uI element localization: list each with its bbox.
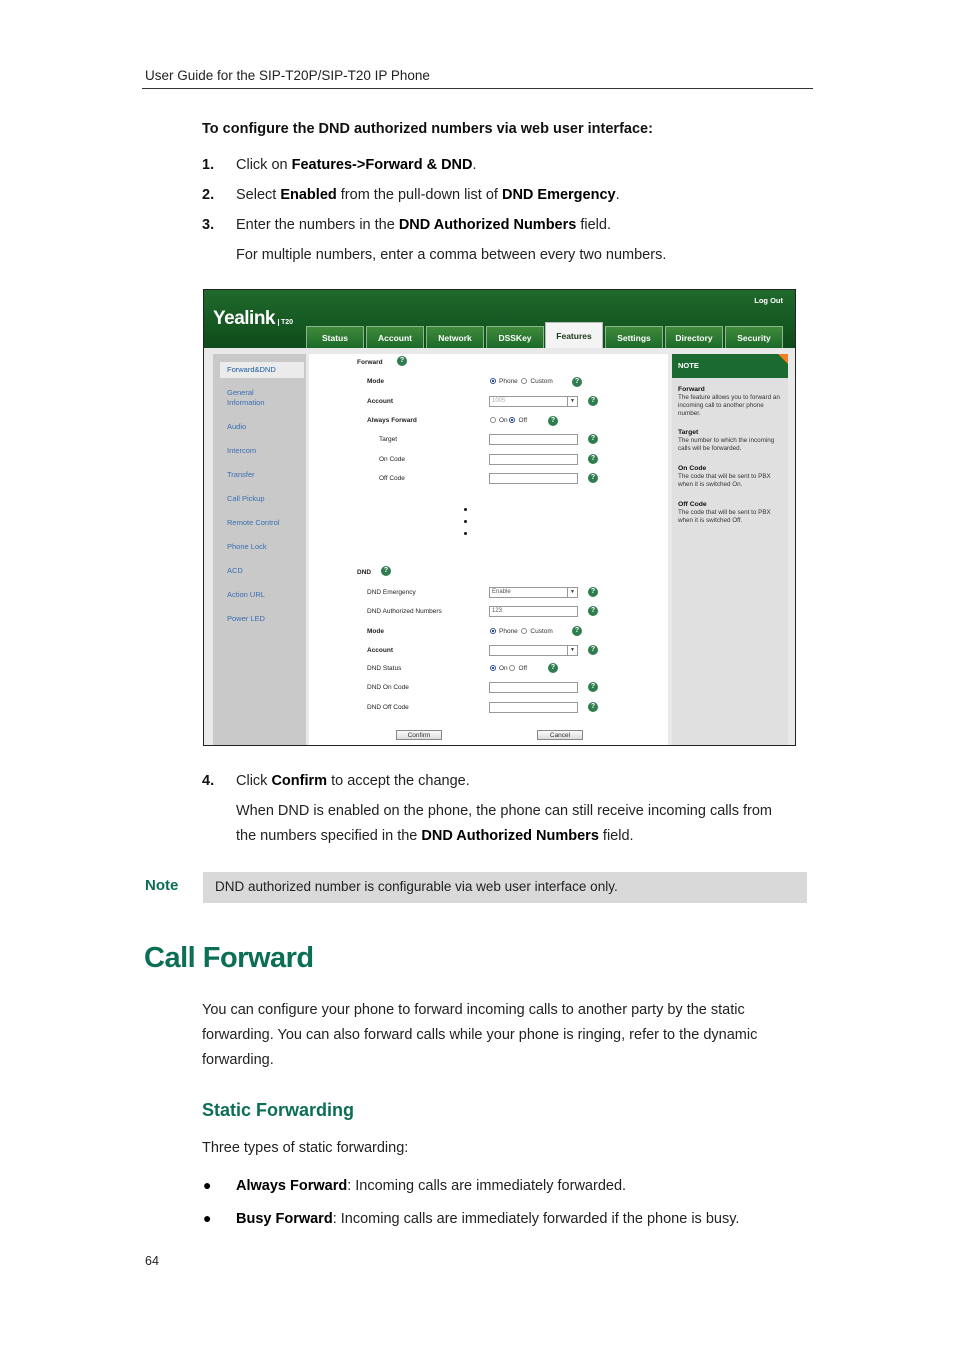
- dnd-on-code-label: DND On Code: [367, 684, 409, 691]
- dnd-account-label: Account: [367, 647, 393, 654]
- target-input[interactable]: [489, 434, 578, 445]
- mode-radio-group: Phone Custom: [490, 378, 553, 385]
- cancel-button[interactable]: Cancel: [537, 730, 583, 740]
- bullet-item: Always Forward: Incoming calls are immediately forwarded.: [236, 1178, 627, 1194]
- on-code-label: On Code: [379, 456, 406, 463]
- note-label: Note: [145, 877, 179, 894]
- help-icon[interactable]: ?: [588, 473, 598, 483]
- always-forward-radio-group: On Off: [490, 417, 527, 424]
- step-text: Enter the numbers in the DND Authorized Numbers field.: [236, 217, 611, 233]
- help-icon[interactable]: ?: [548, 416, 558, 426]
- sidebar-item-general-information[interactable]: General Information: [227, 388, 265, 407]
- settings-form: [309, 354, 668, 746]
- sidebar-item-forward-dnd[interactable]: Forward&DND: [220, 362, 304, 378]
- sidebar-item-audio[interactable]: Audio: [227, 422, 247, 431]
- radio-phone[interactable]: [490, 378, 496, 384]
- dnd-off-code-label: DND Off Code: [367, 704, 409, 711]
- account-select[interactable]: 1005 ▼: [489, 396, 578, 407]
- web-ui-screenshot: [203, 289, 796, 746]
- dnd-account-select[interactable]: ▼: [489, 645, 578, 656]
- dnd-on-code-input[interactable]: [489, 682, 578, 693]
- sidebar-item-power-led[interactable]: Power LED: [227, 614, 265, 623]
- radio-off[interactable]: [509, 665, 515, 671]
- sidebar: [213, 354, 306, 746]
- help-icon[interactable]: ?: [381, 566, 391, 576]
- help-icon[interactable]: ?: [588, 454, 598, 464]
- tab-features[interactable]: Features: [545, 322, 603, 349]
- note-text: DND authorized number is configurable via web user interface only.: [215, 879, 618, 894]
- dnd-status-label: DND Status: [367, 665, 402, 672]
- tab-network[interactable]: Network: [426, 326, 484, 348]
- tab-settings[interactable]: Settings: [605, 326, 663, 348]
- dnd-emergency-select[interactable]: Enable ▼: [489, 587, 578, 598]
- tab-account[interactable]: Account: [366, 326, 424, 348]
- note-item-title: Off Code: [678, 501, 707, 508]
- note-item-body: The number to which the incoming calls will be forwarded.: [678, 437, 775, 452]
- bullet-dot-icon: ●: [203, 1177, 212, 1193]
- sidebar-item-remote-control[interactable]: Remote Control: [227, 518, 280, 527]
- help-icon[interactable]: ?: [588, 434, 598, 444]
- note-item-title: Target: [678, 429, 699, 436]
- note-item-title: Forward: [678, 386, 705, 393]
- sidebar-item-intercom[interactable]: Intercom: [227, 446, 257, 455]
- yealink-logo: Yealink: [213, 308, 275, 329]
- sidebar-item-action-url[interactable]: Action URL: [227, 590, 265, 599]
- help-icon[interactable]: ?: [588, 587, 598, 597]
- help-icon[interactable]: ?: [572, 626, 582, 636]
- off-code-label: Off Code: [379, 475, 405, 482]
- step-text: Click on Features->Forward & DND.: [236, 157, 477, 173]
- procedure-title: To configure the DND authorized numbers via web user interface:: [202, 121, 653, 137]
- confirm-button[interactable]: Confirm: [396, 730, 442, 740]
- step-number: 4.: [202, 773, 215, 789]
- account-label: Account: [367, 398, 393, 405]
- help-icon[interactable]: ?: [588, 682, 598, 692]
- note-item-body: The code that will be sent to PBX when it is switched On.: [678, 473, 771, 488]
- section-heading: Call Forward: [144, 942, 314, 974]
- tab-security[interactable]: Security: [725, 326, 783, 348]
- sidebar-item-acd[interactable]: ACD: [227, 566, 243, 575]
- on-code-input[interactable]: [489, 454, 578, 465]
- web-ui-body: [204, 348, 795, 746]
- note-item-body: The code that will be sent to PBX when it is switched Off.: [678, 509, 771, 524]
- page-number: 64: [145, 1254, 159, 1268]
- radio-on[interactable]: [490, 417, 496, 423]
- mode-label: Mode: [367, 378, 384, 385]
- ellipsis-dot: [464, 532, 467, 535]
- always-forward-label: Always Forward: [367, 417, 417, 424]
- dnd-authorized-numbers-label: DND Authorized Numbers: [367, 608, 442, 615]
- step-subtext: When DND is enabled on the phone, the phone can still receive incoming calls from: [236, 803, 772, 819]
- bullet-dot-icon: ●: [203, 1210, 212, 1226]
- help-icon[interactable]: ?: [572, 377, 582, 387]
- dnd-status-radio-group: On Off: [490, 665, 527, 672]
- dnd-mode-label: Mode: [367, 628, 384, 635]
- help-icon[interactable]: ?: [397, 356, 407, 366]
- note-panel: [672, 354, 788, 746]
- web-ui-topbar: [204, 290, 795, 348]
- dnd-emergency-label: DND Emergency: [367, 589, 416, 596]
- step-number: 2.: [202, 187, 215, 203]
- help-icon[interactable]: ?: [588, 606, 598, 616]
- sidebar-item-call-pickup[interactable]: Call Pickup: [227, 494, 265, 503]
- corner-fold-icon: [778, 354, 788, 364]
- bullet-item: Busy Forward: Incoming calls are immediately forwarded if the phone is busy.: [236, 1211, 740, 1227]
- sidebar-item-transfer[interactable]: Transfer: [227, 470, 255, 479]
- ellipsis-dot: [464, 520, 467, 523]
- tab-status[interactable]: Status: [306, 326, 364, 348]
- tab-directory[interactable]: Directory: [665, 326, 723, 348]
- radio-custom[interactable]: [521, 378, 527, 384]
- running-header: User Guide for the SIP-T20P/SIP-T20 IP Phone: [145, 68, 430, 83]
- ellipsis-dot: [464, 508, 467, 511]
- step-number: 3.: [202, 217, 215, 233]
- sidebar-item-phone-lock[interactable]: Phone Lock: [227, 542, 267, 551]
- radio-on[interactable]: [490, 665, 496, 671]
- help-icon[interactable]: ?: [548, 663, 558, 673]
- logout-link[interactable]: Log Out: [754, 296, 783, 305]
- help-icon[interactable]: ?: [588, 702, 598, 712]
- dnd-authorized-numbers-input[interactable]: 123: [489, 606, 578, 617]
- step-subtext: the numbers specified in the DND Authorized Numbers field.: [236, 828, 634, 844]
- step-number: 1.: [202, 157, 215, 173]
- dnd-section-title: DND: [357, 569, 372, 576]
- tab-dsskey[interactable]: DSSKey: [486, 326, 544, 348]
- note-panel-title: NOTE: [672, 354, 788, 378]
- subsection-heading: Static Forwarding: [202, 1100, 355, 1120]
- dnd-off-code-input[interactable]: [489, 702, 578, 713]
- note-item-title: On Code: [678, 465, 707, 472]
- radio-off[interactable]: [509, 417, 515, 423]
- subsection-intro: Three types of static forwarding:: [202, 1140, 409, 1156]
- step-text: Select Enabled from the pull-down list of DND Emergency.: [236, 187, 620, 203]
- radio-phone[interactable]: [490, 628, 496, 634]
- help-icon[interactable]: ?: [588, 396, 598, 406]
- help-icon[interactable]: ?: [588, 645, 598, 655]
- off-code-input[interactable]: [489, 473, 578, 484]
- header-rule: [142, 88, 813, 89]
- dnd-mode-radio-group: Phone Custom: [490, 628, 553, 635]
- target-label: Target: [379, 436, 398, 443]
- section-paragraph: You can configure your phone to forward incoming calls to another party by the static forwarding. You can also forward calls while your phone is ringing, refer to the dynamic forwarding.: [202, 1002, 758, 1068]
- note-item-body: The feature allows you to forward an incoming call to another phone number.: [678, 394, 780, 417]
- step-text: Click Confirm to accept the change.: [236, 773, 470, 789]
- forward-section-title: Forward: [357, 359, 383, 366]
- radio-custom[interactable]: [521, 628, 527, 634]
- model-label: T20: [278, 319, 293, 326]
- step-subtext: For multiple numbers, enter a comma between every two numbers.: [236, 247, 667, 263]
